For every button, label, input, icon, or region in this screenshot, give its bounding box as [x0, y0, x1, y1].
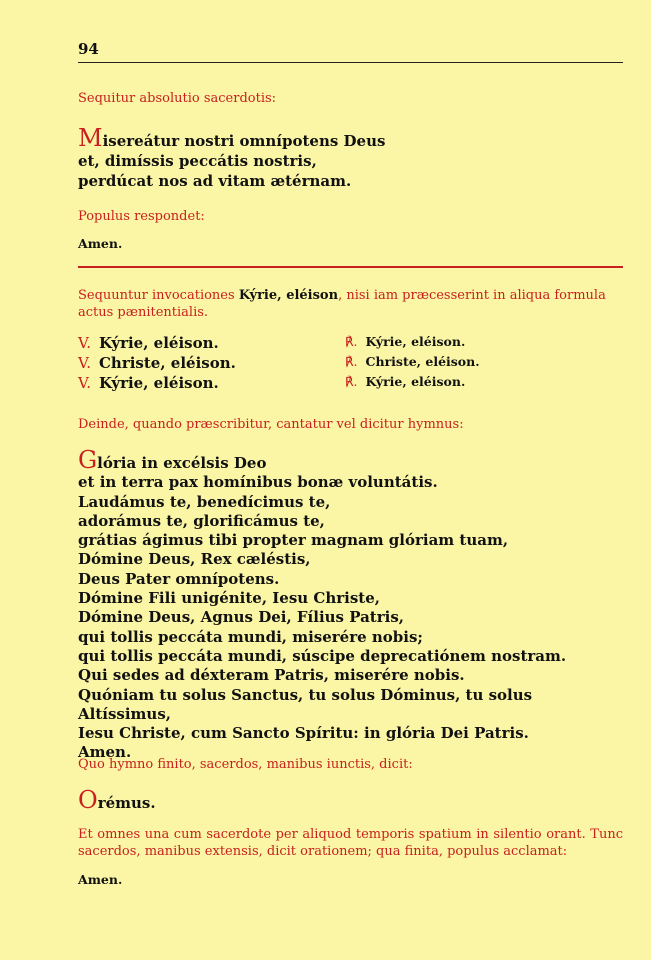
absolution-rubric: Sequitur absolutio sacerdotis: [78, 91, 277, 106]
gloria-first-line: Glória in excélsis Deo [78, 446, 267, 474]
drop-initial: O [78, 786, 98, 814]
gloria-line: Dómine Deus, Agnus Dei, Fílius Patris, [78, 608, 405, 627]
oremus: Orémus. [78, 786, 156, 814]
oremus-rubric: Quo hymno finito, sacerdos, manibus iunctis, dicit: [78, 757, 413, 772]
gloria-line: Amen. [78, 743, 132, 762]
gloria-line: et in terra pax homínibus bonæ voluntátis. [78, 473, 438, 492]
versicle-symbol: V. [78, 374, 91, 392]
drop-initial: M [78, 124, 103, 152]
gloria-line: adorámus te, glorificámus te, [78, 511, 325, 530]
versicle-symbol: V. [78, 334, 91, 352]
response-symbol: ℟. [345, 354, 358, 369]
gloria-line: Deus Pater omnípotens. [78, 569, 280, 588]
gloria-line: Iesu Christe, cum Sancto Spíritu: in glória Dei Patris. [78, 724, 529, 743]
kyrie-rubric: Sequuntur invocationes Kýrie, eléison, nisi iam præcesserint in aliqua formula actus pænitentialis. [78, 288, 606, 320]
gloria-line: Qui sedes ad déxteram Patris, miserére nobis. [78, 666, 465, 685]
response-symbol: ℟. [345, 374, 358, 389]
response-rubric: Populus respondet: [78, 209, 205, 224]
absolution-line: et, dimíssis peccátis nostris, [78, 152, 317, 170]
drop-initial: G [78, 446, 98, 474]
response-symbol: ℟. [345, 334, 358, 349]
gloria-line: Dómine Fili unigénite, Iesu Christe, [78, 589, 380, 608]
section-divider [78, 266, 623, 268]
gloria-line: qui tollis peccáta mundi, súscipe deprecatiónem nostram. [78, 646, 567, 665]
top-rule [78, 62, 623, 63]
absolution-prayer [78, 124, 623, 191]
kyrie-row: V. Christe, eléison. ℟. Christe, eléison. [78, 354, 480, 372]
closing-rubric: Et omnes una cum sacerdote per aliquod temporis spatium in silentio orant. Tunc sacerdos, manibus extensis, dicit orationem; qua finita, populus acclamat: [78, 827, 623, 859]
absolution-first-line: Misereátur nostri omnípotens Deus [78, 124, 386, 152]
page-number: 94 [78, 40, 99, 58]
gloria-line: qui tollis peccáta mundi, miserére nobis; [78, 627, 423, 646]
gloria-line: Quóniam tu solus Sanctus, tu solus Dóminus, tu solus Altíssimus, [78, 685, 533, 723]
kyrie-row: V. Kýrie, eléison. ℟. Kýrie, eléison. [78, 374, 466, 392]
absolution-line: perdúcat nos ad vitam ætérnam. [78, 172, 352, 190]
gloria-line: grátias ágimus tibi propter magnam glóriam tuam, [78, 531, 509, 550]
gloria-rubric: Deinde, quando præscribitur, cantatur vel dicitur hymnus: [78, 417, 464, 432]
gloria-hymn [78, 446, 623, 763]
kyrie-row: V. Kýrie, eléison. ℟. Kýrie, eléison. [78, 334, 466, 352]
closing-amen: Amen. [78, 872, 123, 887]
gloria-line: Dómine Deus, Rex cæléstis, [78, 550, 311, 569]
kyrie-table [78, 334, 623, 394]
gloria-line: Laudámus te, benedícimus te, [78, 492, 331, 511]
absolution-amen: Amen. [78, 236, 123, 251]
versicle-symbol: V. [78, 354, 91, 372]
